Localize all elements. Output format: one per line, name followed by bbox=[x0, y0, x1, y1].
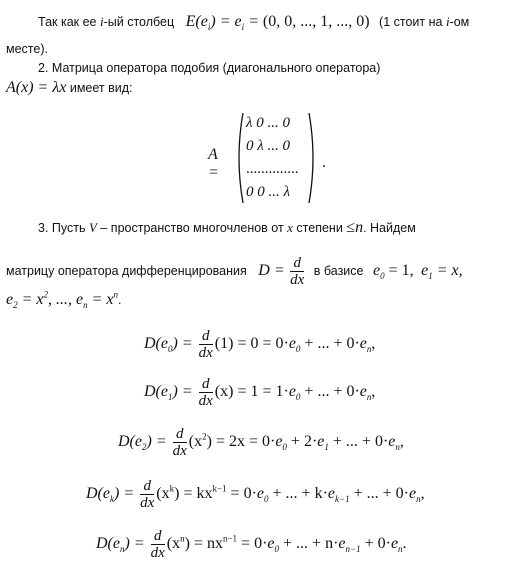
formula-ax: A(x) = λx bbox=[6, 79, 67, 96]
text-line-3: 2. Матрица оператора подобия (диагонального оператора) bbox=[38, 61, 381, 75]
equation-1: $D(e_0)$ = $\frac{d}{dx}$ $(1) = 0 = 0\cdot e_0$ + ... + $0\cdot e_n$, bbox=[144, 328, 376, 361]
text-line-5: 3. Пусть V – пространство многочленов от x степени ≤n. Найдем bbox=[38, 219, 416, 236]
equation-4: $D(e_k)$ = $\frac{d}{dx}$ $(x^k) = kx^{k-1} = 0\cdot e_0$ + ... + $k\cdot e_{k-1}$ + ... + $0\cdot e_n$, bbox=[86, 478, 425, 511]
equation-2: $D(e_1)$ = $\frac{d}{dx}$ $(x) = 1 = 1\cdot e_0$ + ... + $0\cdot e_n$, bbox=[144, 376, 376, 409]
text-line-2: месте). bbox=[6, 42, 48, 56]
matrix-row: 0 0 ... λ bbox=[246, 184, 290, 200]
text-line-6: матрицу оператора дифференцирования D = $\frac{d}{dx}$ в базисе $e_0 = 1$, $e_1 = x$, bbox=[6, 255, 463, 288]
text-line-1: Так как ее i-ый столбец $E(e_i) = e_i = (0$, 0, ..., 1, ..., 0) (1 стоит на i-ом bbox=[38, 13, 470, 33]
matrix-row: 0 λ ... 0 bbox=[246, 138, 290, 154]
equation-3: $D(e_2)$ = $\frac{d}{dx}$ $(x^2) = 2x = 0\cdot e_0 + 2\cdot e_1$ + ... + $0\cdot e_n$, bbox=[118, 426, 404, 459]
text-line-4: A(x) = λx имеет вид: bbox=[6, 79, 133, 96]
text-line-7: $e_2 = x^2$, ..., $e_n = x^n$. bbox=[6, 289, 122, 311]
matrix-row: .............. bbox=[246, 161, 299, 177]
equation-5: $D(e_n)$ = $\frac{d}{dx}$ $(x^n) = nx^{n-1} = 0\cdot e_0$ + ... + $n\cdot e_{n-1} + 0\cdot e_n$. bbox=[96, 528, 407, 561]
matrix-row: λ 0 ... 0 bbox=[246, 115, 290, 131]
formula-column: $E(e_i) = e_i = (0$, 0, ..., 1, ..., 0) bbox=[185, 13, 370, 33]
